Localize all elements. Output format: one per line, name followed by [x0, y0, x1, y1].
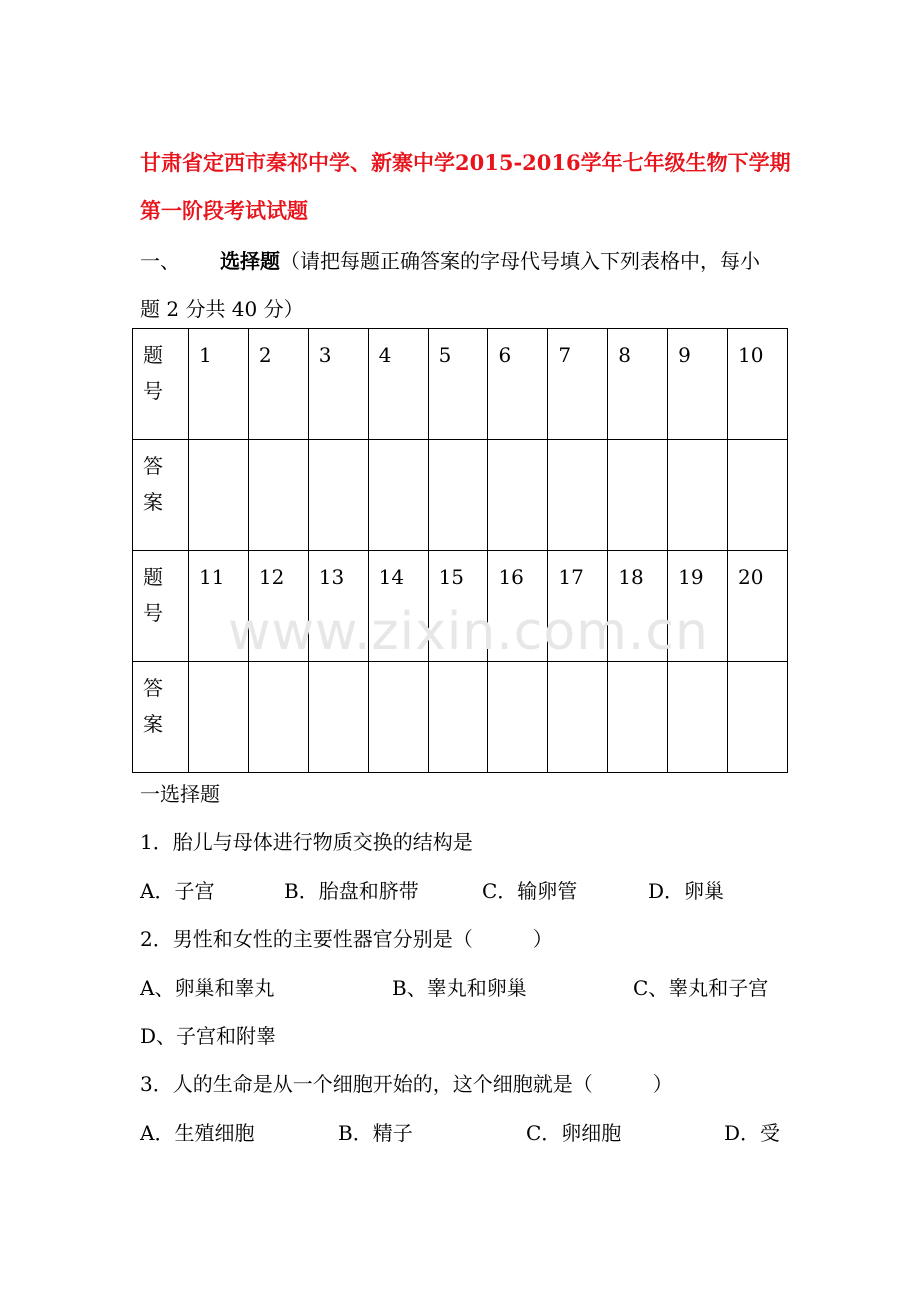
table-cell: 8 [608, 329, 668, 440]
answer-cell [548, 440, 608, 551]
question-3-stem: 3．人的生命是从一个细胞开始的，这个细胞就是（ ） [140, 1072, 673, 1096]
question-1-option-a: A．子宫 [140, 879, 215, 903]
table-cell: 16 [488, 551, 548, 662]
answer-cell [668, 662, 728, 773]
question-3-option-d: D．受 [724, 1121, 781, 1145]
table-cell: 4 [368, 329, 428, 440]
watermark: www.zixin.com.cn [228, 602, 709, 662]
table-cell: 15 [428, 551, 488, 662]
answer-cell [608, 662, 668, 773]
question-3-option-a: A．生殖细胞 [140, 1121, 255, 1145]
section-1-header [140, 245, 760, 274]
section-1-instruction: （请把每题正确答案的字母代号填入下列表格中，每小 [280, 249, 760, 273]
question-2-stem: 2．男性和女性的主要性器官分别是（ ） [140, 927, 553, 951]
answer-cell [728, 662, 788, 773]
table-cell: 20 [728, 551, 788, 662]
question-3-option-b: B．精子 [338, 1121, 413, 1145]
answer-cell [248, 440, 308, 551]
table-cell: 13 [308, 551, 368, 662]
table-cell: 19 [668, 551, 728, 662]
document-title-line-1: 甘肃省定西市秦祁中学、新寨中学2015-2016学年七年级生物下学期 [140, 150, 791, 175]
answer-cell [608, 440, 668, 551]
answer-cell [488, 662, 548, 773]
table-cell: 7 [548, 329, 608, 440]
question-1-stem: 1．胎儿与母体进行物质交换的结构是 [140, 830, 473, 854]
row-label-answer: 答 案 [133, 440, 189, 551]
question-1-option-b: B．胎盘和脐带 [284, 879, 419, 903]
table-cell: 9 [668, 329, 728, 440]
answer-cell [428, 662, 488, 773]
answer-cell [728, 440, 788, 551]
question-2-option-c: C、睾丸和子宫 [633, 976, 769, 1000]
table-row-question-numbers-1 [133, 329, 788, 440]
table-cell: 14 [368, 551, 428, 662]
question-1-option-d: D．卵巢 [648, 879, 725, 903]
table-cell: 18 [608, 551, 668, 662]
row-label-question-number: 题 号 [133, 329, 189, 440]
answer-cell [668, 440, 728, 551]
answer-table [132, 328, 788, 773]
question-1-option-c: C．输卵管 [482, 879, 578, 903]
section-1-heading: 选择题 [220, 249, 280, 273]
answer-cell [548, 662, 608, 773]
table-cell: 11 [189, 551, 249, 662]
answer-cell [189, 440, 249, 551]
answer-cell [248, 662, 308, 773]
section-1-instruction-cont: 题 2 分共 40 分） [140, 297, 304, 321]
answer-cell [368, 662, 428, 773]
table-cell: 3 [308, 329, 368, 440]
answer-cell [308, 440, 368, 551]
table-cell: 6 [488, 329, 548, 440]
table-cell: 2 [248, 329, 308, 440]
question-2-option-d: D、子宫和附睾 [140, 1024, 277, 1048]
answer-cell [189, 662, 249, 773]
row-label-question-number: 题 号 [133, 551, 189, 662]
question-3-option-c: C．卵细胞 [526, 1121, 622, 1145]
question-2-option-a: A、卵巢和睾丸 [140, 976, 275, 1000]
answer-cell [308, 662, 368, 773]
table-row-answers-2 [133, 662, 788, 773]
table-cell: 1 [189, 329, 249, 440]
table-cell: 10 [728, 329, 788, 440]
answer-cell [368, 440, 428, 551]
row-label-answer: 答 案 [133, 662, 189, 773]
section-1-number: 一、 [140, 249, 180, 273]
table-cell: 5 [428, 329, 488, 440]
answer-cell [428, 440, 488, 551]
table-row-answers-1 [133, 440, 788, 551]
document-title-line-2: 第一阶段考试试题 [140, 198, 308, 223]
table-cell: 12 [248, 551, 308, 662]
questions-heading: 一选择题 [140, 782, 220, 806]
table-cell: 17 [548, 551, 608, 662]
question-2-option-b: B、睾丸和卵巢 [392, 976, 527, 1000]
answer-cell [488, 440, 548, 551]
